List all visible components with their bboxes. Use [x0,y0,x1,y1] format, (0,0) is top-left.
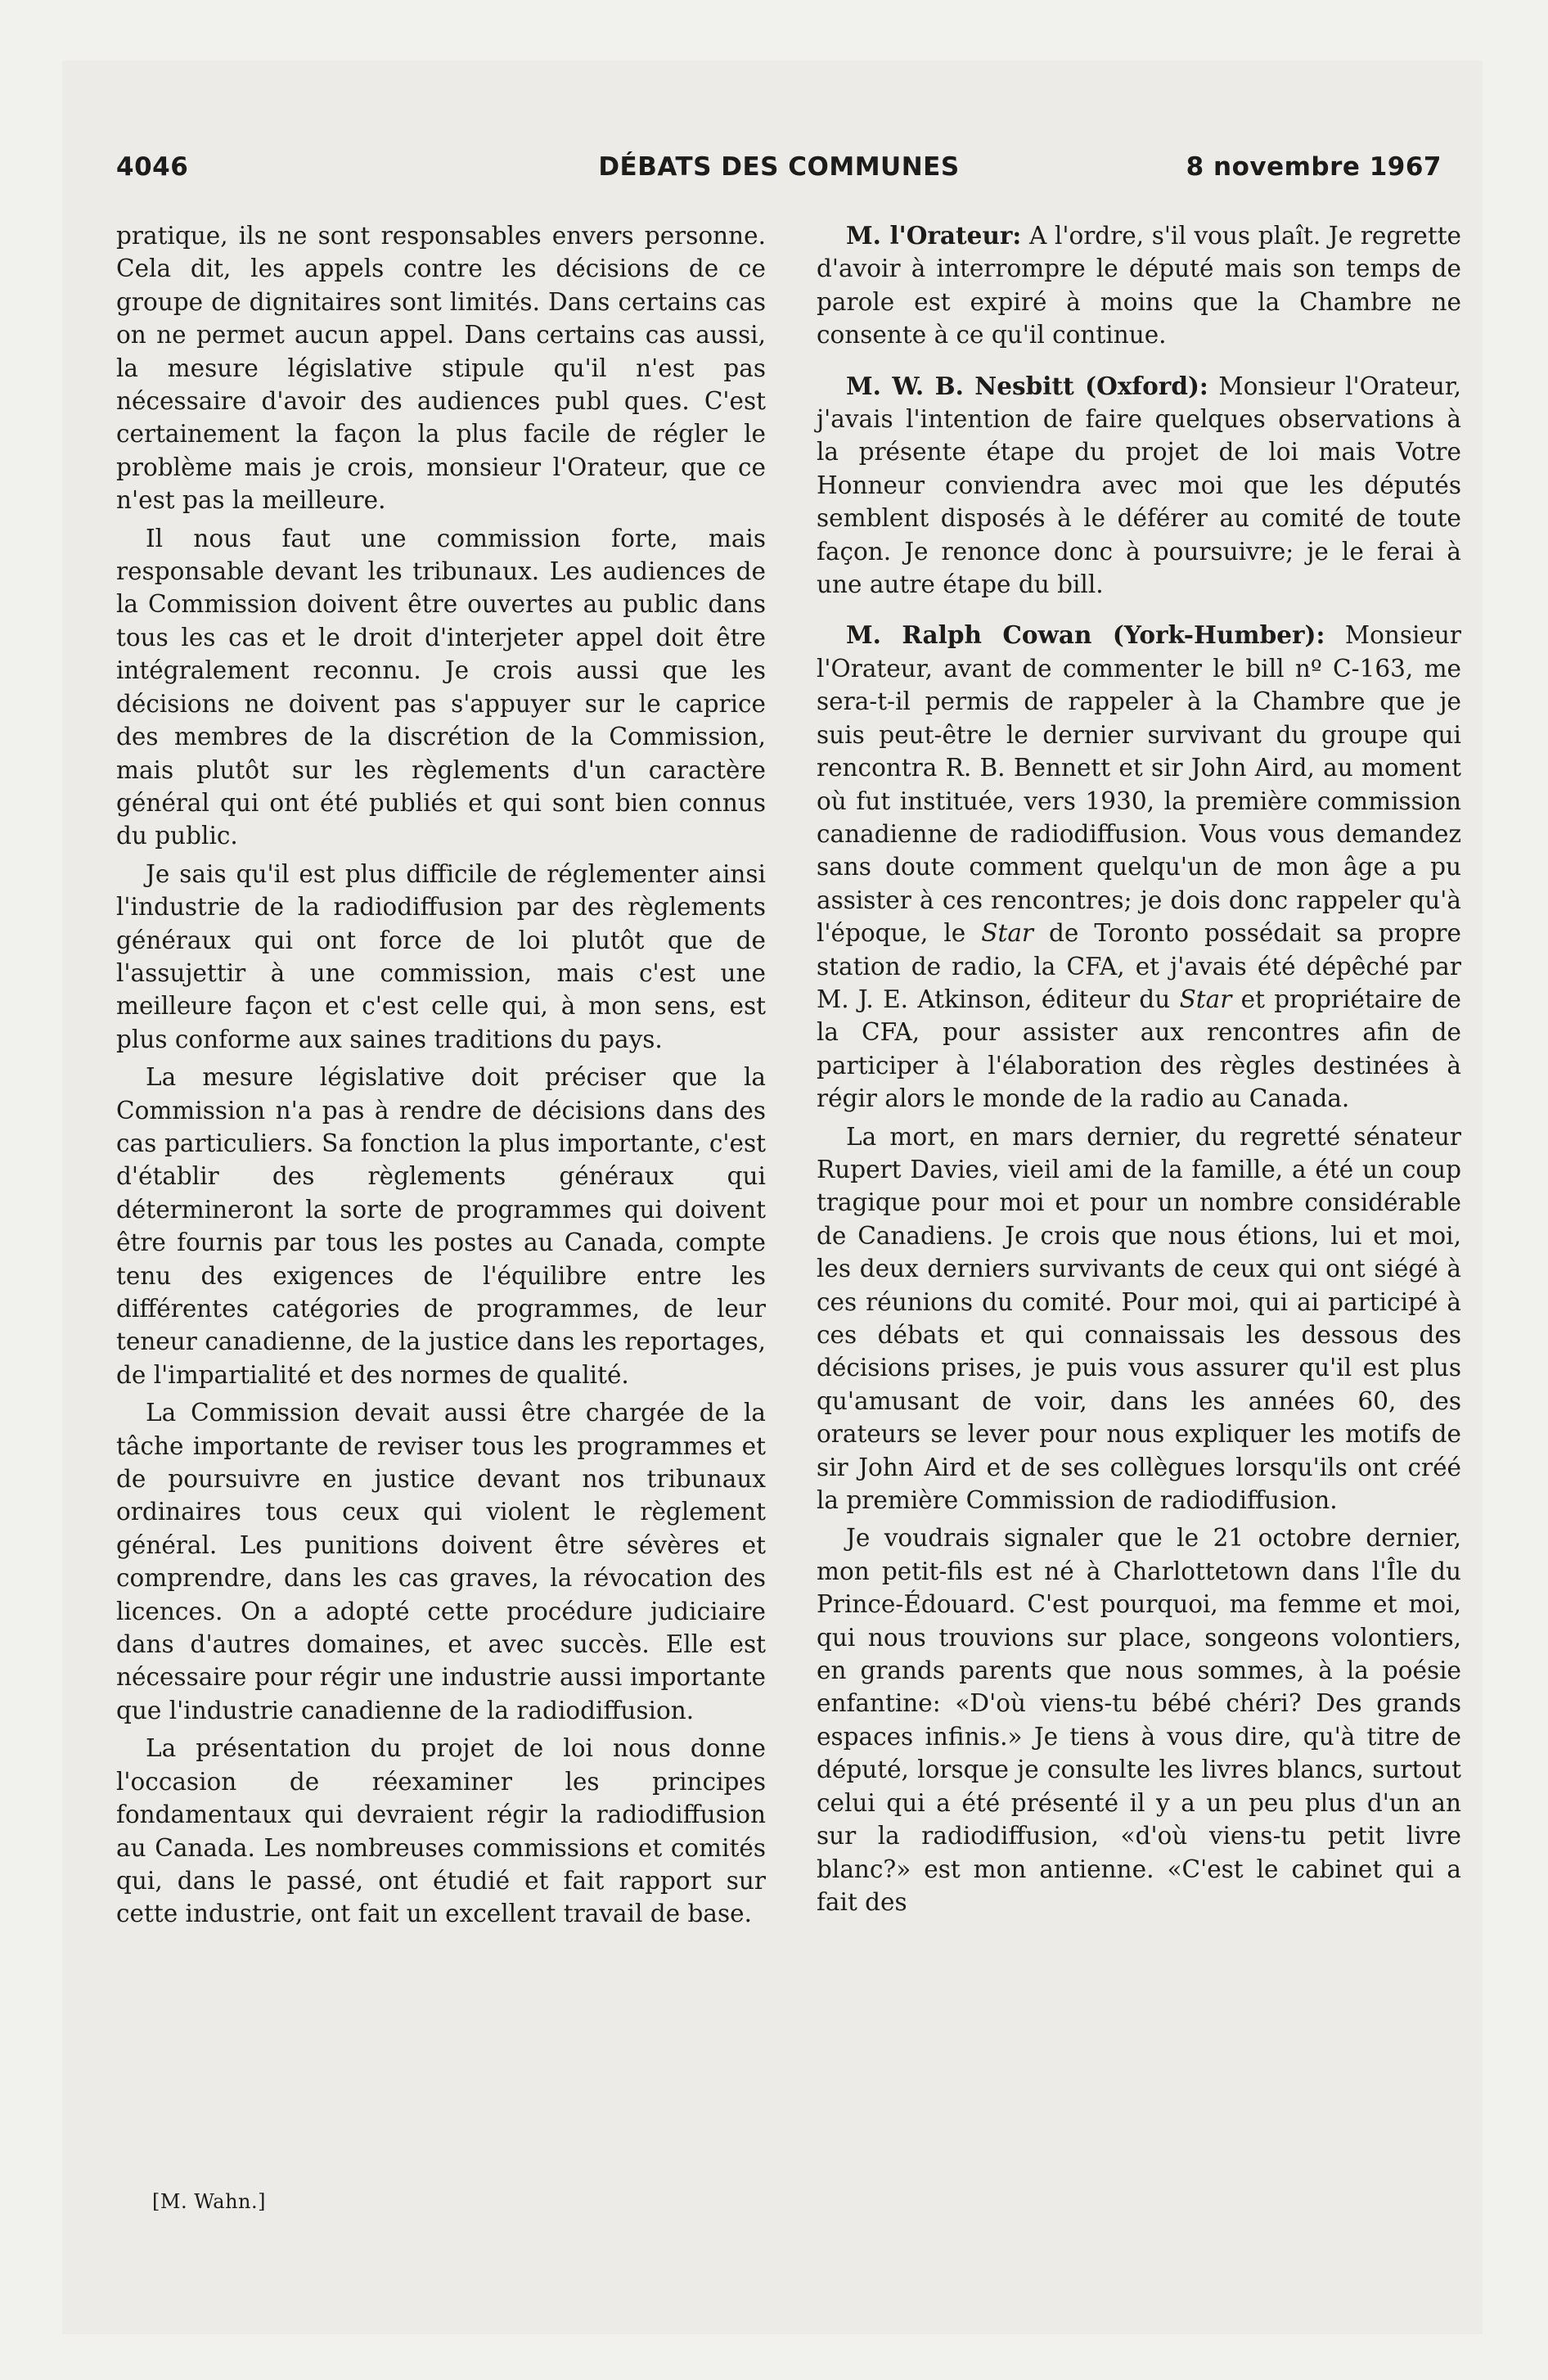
newspaper-name: Star [1179,985,1232,1013]
newspaper-name: Star [981,919,1034,948]
speaker-note: [M. Wahn.] [152,2190,266,2213]
paragraph: Je voudrais signaler que le 21 octobre dernier, mon petit-fils est né à Charlottetown dans l'Île du Prince-Édouard. C'est pourquoi, ma femme et moi, qui nous trouvions sur place, songeons volontiers, en grands parents que nous sommes, à la poésie enfantine: «D'où viens-tu bébé chéri? Des grands espaces infinis.» Je tiens à vous dire, qu'à titre de député, lorsque je consulte les livres blancs, surtout celui qui a été présenté il y a un peu plus d'un an sur la radiodiffusion, «d'où viens-tu petit livre blanc?» est mon antienne. «C'est le cabinet qui a fait des [817,1524,1461,1916]
publication-title: DÉBATS DES COMMUNES [598,152,960,182]
paragraph: La présentation du projet de loi nous donne l'occasion de réexaminer les principes fondamentaux qui devraient régir la radiodiffusion au Canada. Les nombreuses commissions et comités qui, dans le passé, ont étudié et fait rapport sur cette industrie, ont fait un excellent travail de base. [116,1734,766,1928]
paragraph: pratique, ils ne sont responsables envers personne. Cela dit, les appels contre les décisions de ce groupe de dignitaires sont limités. Dans certains cas on ne permet aucun appel. Dans certains cas aussi, la mesure législative stipule qu'il n'est pas nécessaire d'avoir des audiences publ ques. C'est certainement la façon la plus facile de régler le problème mais je crois, monsieur l'Orateur, que ce n'est pas la meilleure. [116,222,766,515]
speech-paragraph [817,370,1461,602]
speech-text: Monsieur l'Orateur, j'avais l'intention de faire quelques observations à la présente étape du projet de loi mais Votre Honneur conviendra avec moi que les députés semblent disposés à le déférer au comité de toute façon. Je renonce donc à poursuivre; je le ferai à une autre étape du bill. [817,372,1461,599]
right-column [817,219,1461,1918]
paragraph: La mort, en mars dernier, du regretté sénateur Rupert Davies, vieil ami de la famille, a été un coup tragique pour moi et pour un nombre considérable de Canadiens. Je crois que nous étions, lui et moi, les deux derniers survivants de ceux qui ont siégé à ces réunions du comité. Pour moi, qui ai participé à ces débats et qui connaissais les dessous des décisions prises, je puis vous assurer qu'il est plus qu'amusant de voir, dans les années 60, des orateurs se lever pour nous expliquer les motifs de sir John Aird et de ses collègues lorsqu'ils ont créé la première Commission de radiodiffusion. [817,1122,1461,1515]
speech-text: de Toronto possédait sa propre station de radio, la CFA, et j'avais été dépêché par M. J. E. Atkinson, éditeur du [817,919,1461,1013]
speech-paragraph [817,219,1461,352]
session-date: 8 novembre 1967 [1186,152,1442,182]
page-number: 4046 [116,152,189,182]
speech-text: A l'ordre, s'il vous plaît. Je regrette d'avoir à interrompre le député mais son temps de parole est expiré à moins que la Chambre ne consente à ce qu'il continue. [817,222,1462,349]
paragraph: La Commission devait aussi être chargée de la tâche importante de reviser tous les programmes et de poursuivre en justice devant nos tribunaux ordinaires tous ceux qui violent le règlement général. Les punitions doivent être sévères et comprendre, dans les cas graves, la révocation des licences. On a adopté cette procédure judiciaire dans d'autres domaines, et avec succès. Elle est nécessaire pour régir une industrie aussi importante que l'industrie canadienne de la radiodiffusion. [116,1399,766,1724]
speaker-name: M. W. B. Nesbitt (Oxford): [846,371,1208,400]
speaker-name: M. Ralph Cowan (York-Humber): [846,620,1325,650]
left-column [116,219,766,1931]
speaker-name: M. l'Orateur: [846,221,1022,250]
page-header [116,147,1442,188]
paragraph: Il nous faut une commission forte, mais responsable devant les tribunaux. Les audiences de la Commission doivent être ouvertes au public dans tous les cas et le droit d'interjeter appel doit être intégralement reconnu. Je crois aussi que les décisions ne doivent pas s'appuyer sur le caprice des membres de la discrétion de la Commission, mais plutôt sur les règlements d'un caractère général qui ont été publiés et qui sont bien connus du public. [116,524,766,850]
speech-paragraph [817,619,1461,1115]
speech-text: et propriétaire de la CFA, pour assister aux rencontres afin de participer à l'élaboration des règles destinées à régir alors le monde de la radio au Canada. [817,985,1461,1113]
paragraph: La mesure législative doit préciser que la Commission n'a pas à rendre de décisions dans des cas particuliers. Sa fonction la plus importante, c'est d'établir des règlements généraux qui détermineront la sorte de programmes qui doivent être fournis par tous les postes au Canada, compte tenu des exigences de l'équilibre entre les différentes catégories de programmes, de leur teneur canadienne, de la justice dans les reportages, de l'impartialité et des normes de qualité. [116,1063,766,1389]
speech-text: Monsieur l'Orateur, avant de commenter le bill nº C-163, me sera-t-il permis de rappeler à la Chambre que je suis peut-être le dernier survivant du groupe qui rencontra R. B. Bennett et sir John Aird, au moment où fut instituée, vers 1930, la première commission canadienne de radiodiffusion. Vous vous demandez sans doute comment quelqu'un de mon âge a pu assister à ces rencontres; je dois donc rappeler qu'à l'époque, le [817,621,1461,948]
paragraph: Je sais qu'il est plus difficile de réglementer ainsi l'industrie de la radiodiffusion par des règlements généraux qui ont force de loi plutôt que de l'assujettir à une commission, mais c'est une meilleure façon et c'est celle qui, à mon sens, est plus conforme aux saines traditions du pays. [116,859,766,1053]
